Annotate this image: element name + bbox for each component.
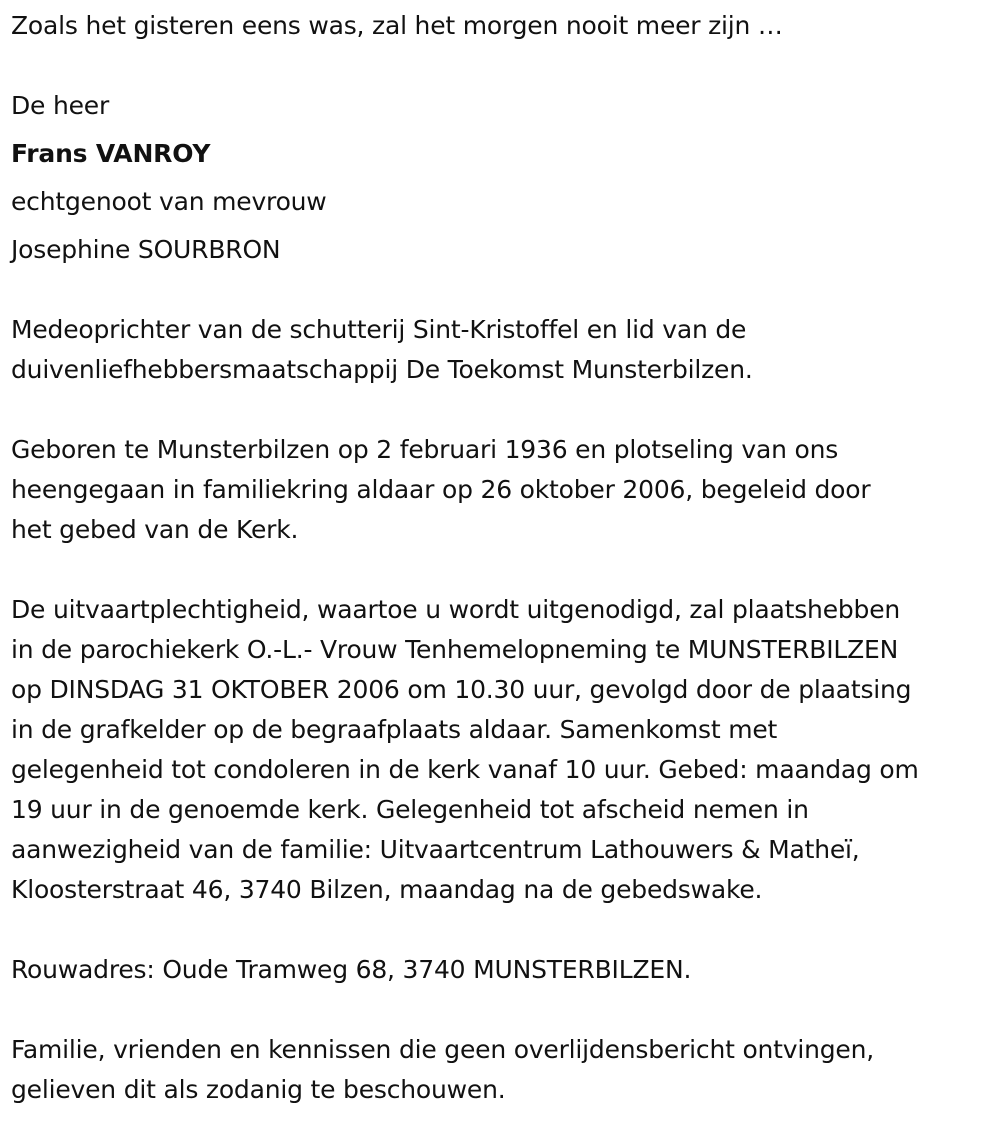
salutation: De heer — [11, 91, 110, 120]
mourning-address: Rouwadres: Oude Tramweg 68, 3740 MUNSTERBILZEN. — [11, 955, 692, 984]
ceremony-line: Kloosterstraat 46, 3740 Bilzen, maandag na de gebedswake. — [11, 875, 763, 904]
deceased-name: Frans VANROY — [11, 139, 211, 168]
ceremony-line: op DINSDAG 31 OKTOBER 2006 om 10.30 uur, gevolgd door de plaatsing — [11, 675, 912, 704]
affiliations-line: duivenliefhebbersmaatschappij De Toekomst Munsterbilzen. — [11, 355, 753, 384]
ceremony-line: in de parochiekerk O.-L.- Vrouw Tenhemelopneming te MUNSTERBILZEN — [11, 635, 899, 664]
closing-line: gelieven dit als zodanig te beschouwen. — [11, 1075, 506, 1104]
ceremony-line: gelegenheid tot condoleren in de kerk vanaf 10 uur. Gebed: maandag om — [11, 755, 919, 784]
ceremony-line: 19 uur in de genoemde kerk. Gelegenheid tot afscheid nemen in — [11, 795, 809, 824]
spouse-name: Josephine SOURBRON — [11, 235, 281, 264]
motto: Zoals het gisteren eens was, zal het morgen nooit meer zijn … — [11, 11, 783, 40]
birth-death-line: het gebed van de Kerk. — [11, 515, 299, 544]
affiliations-line: Medeoprichter van de schutterij Sint-Kristoffel en lid van de — [11, 315, 747, 344]
ceremony-line: aanwezigheid van de familie: Uitvaartcentrum Lathouwers & Matheï, — [11, 835, 860, 864]
spouse-intro: echtgenoot van mevrouw — [11, 187, 327, 216]
closing-line: Familie, vrienden en kennissen die geen overlijdensbericht ontvingen, — [11, 1035, 875, 1064]
birth-death-line: Geboren te Munsterbilzen op 2 februari 1936 en plotseling van ons — [11, 435, 839, 464]
birth-death-line: heengegaan in familiekring aldaar op 26 oktober 2006, begeleid door — [11, 475, 871, 504]
ceremony-line: in de grafkelder op de begraafplaats aldaar. Samenkomst met — [11, 715, 778, 744]
ceremony-line: De uitvaartplechtigheid, waartoe u wordt uitgenodigd, zal plaatshebben — [11, 595, 901, 624]
